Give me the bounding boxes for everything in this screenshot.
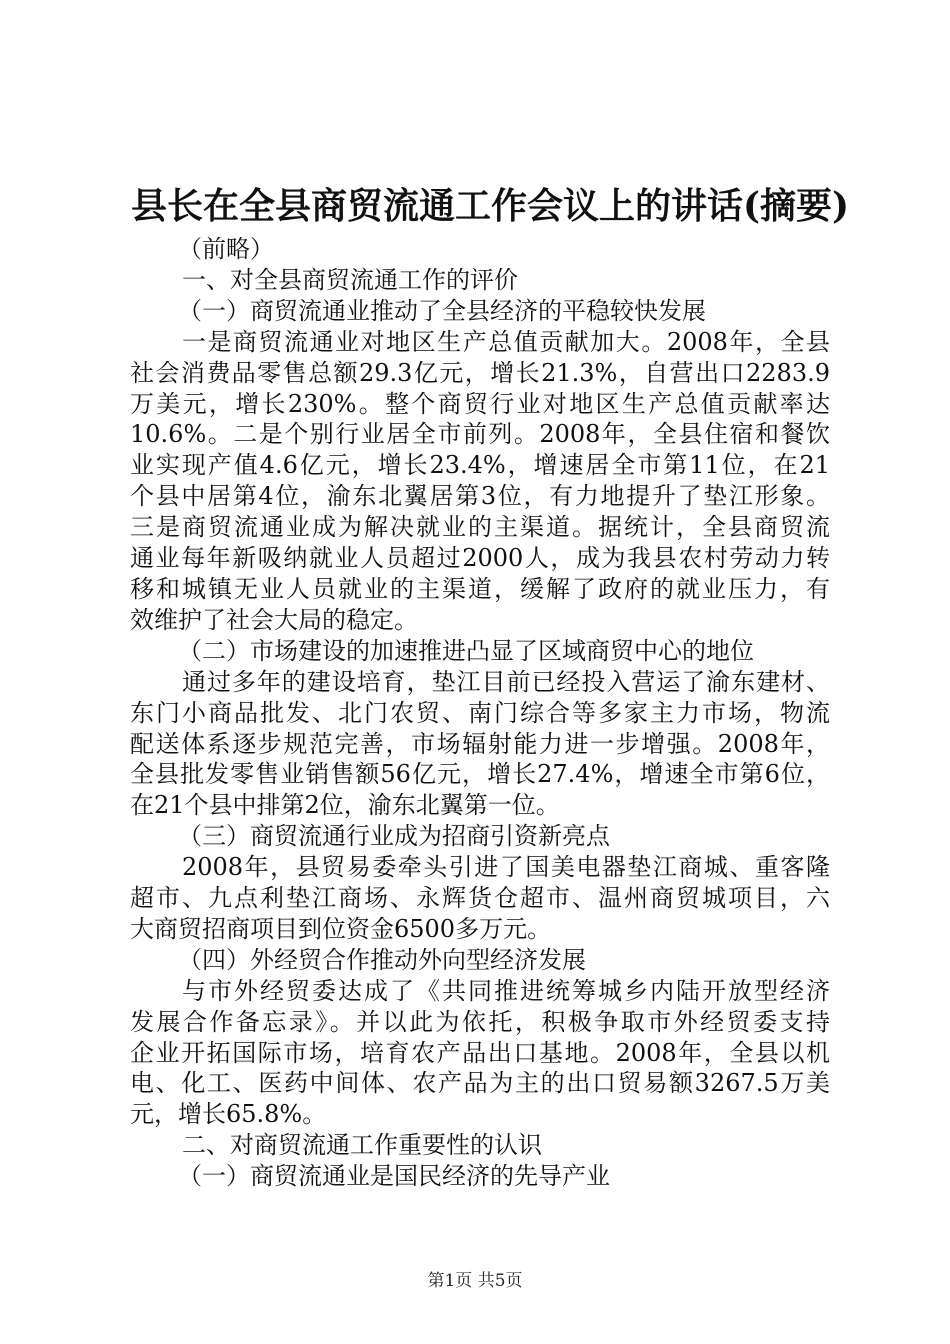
paragraph-line: 10.6%。二是个别行业居全市前列。2008年，全县住宿和餐饮 — [130, 420, 830, 449]
document-body — [130, 234, 830, 1192]
paragraph-line: 通业每年新吸纳就业人员超过2000人，成为我县农村劳动力转 — [130, 544, 830, 573]
paragraph-line: 发展合作备忘录》。并以此为依托，积极争取市外经贸委支持 — [130, 1007, 830, 1036]
paragraph-line: 超市、九点利垫江商场、永辉货仓超市、温州商贸城项目，六 — [130, 884, 830, 913]
subsection-heading: （二）市场建设的加速推进凸显了区域商贸中心的地位 — [178, 636, 754, 665]
paragraph-line: 电、化工、医药中间体、农产品为主的出口贸易额3267.5万美 — [130, 1069, 830, 1098]
subsection-heading: （四）外经贸合作推动外向型经济发展 — [178, 945, 586, 974]
subsection-heading: （三）商贸流通行业成为招商引资新亮点 — [178, 822, 610, 851]
paragraph-line: 大商贸招商项目到位资金6500多万元。 — [130, 914, 552, 943]
paragraph-line: 全县批发零售业销售额56亿元，增长27.4%，增速全市第6位， — [130, 760, 830, 789]
paragraph-line: 个县中居第4位，渝东北翼居第3位，有力地提升了垫江形象。 — [130, 482, 830, 511]
paragraph-line: 效维护了社会大局的稳定。 — [130, 605, 418, 634]
paragraph-line: 企业开拓国际市场，培育农产品出口基地。2008年，全县以机 — [130, 1038, 830, 1067]
paragraph-line: 万美元，增长230%。整个商贸行业对地区生产总值贡献率达 — [130, 389, 830, 418]
document-title: 县长在全县商贸流通工作会议上的讲话(摘要) — [130, 185, 850, 227]
section-heading: 二、对商贸流通工作重要性的认识 — [182, 1131, 542, 1160]
preface-note: （前略） — [178, 235, 274, 263]
paragraph-line: 社会消费品零售总额29.3亿元，增长21.3%，自营出口2283.9 — [130, 358, 830, 387]
paragraph-line: 三是商贸流通业成为解决就业的主渠道。据统计，全县商贸流 — [130, 513, 830, 542]
paragraph-line: 通过多年的建设培育，垫江目前已经投入营运了渝东建材、 — [182, 667, 830, 696]
paragraph-line: 2008年，县贸易委牵头引进了国美电器垫江商城、重客隆 — [182, 853, 830, 882]
paragraph-line: 在21个县中排第2位，渝东北翼第一位。 — [130, 791, 560, 820]
page-number-footer: 第1页 共5页 — [427, 1271, 523, 1291]
subsection-heading: （一）商贸流通业推动了全县经济的平稳较快发展 — [178, 296, 706, 325]
paragraph-line: 东门小商品批发、北门农贸、南门综合等多家主力市场，物流 — [130, 698, 830, 727]
paragraph-line: 元，增长65.8%。 — [130, 1100, 327, 1129]
paragraph-line: 一是商贸流通业对地区生产总值贡献加大。2008年，全县 — [182, 327, 830, 356]
subsection-heading: （一）商贸流通业是国民经济的先导产业 — [178, 1162, 610, 1191]
section-heading: 一、对全县商贸流通工作的评价 — [182, 265, 518, 294]
paragraph-line: 移和城镇无业人员就业的主渠道，缓解了政府的就业压力，有 — [130, 574, 830, 603]
paragraph-line: 配送体系逐步规范完善，市场辐射能力进一步增强。2008年， — [130, 729, 830, 758]
paragraph-line: 与市外经贸委达成了《共同推进统筹城乡内陆开放型经济 — [182, 976, 830, 1005]
paragraph-line: 业实现产值4.6亿元，增长23.4%，增速居全市第11位，在21 — [130, 451, 830, 480]
